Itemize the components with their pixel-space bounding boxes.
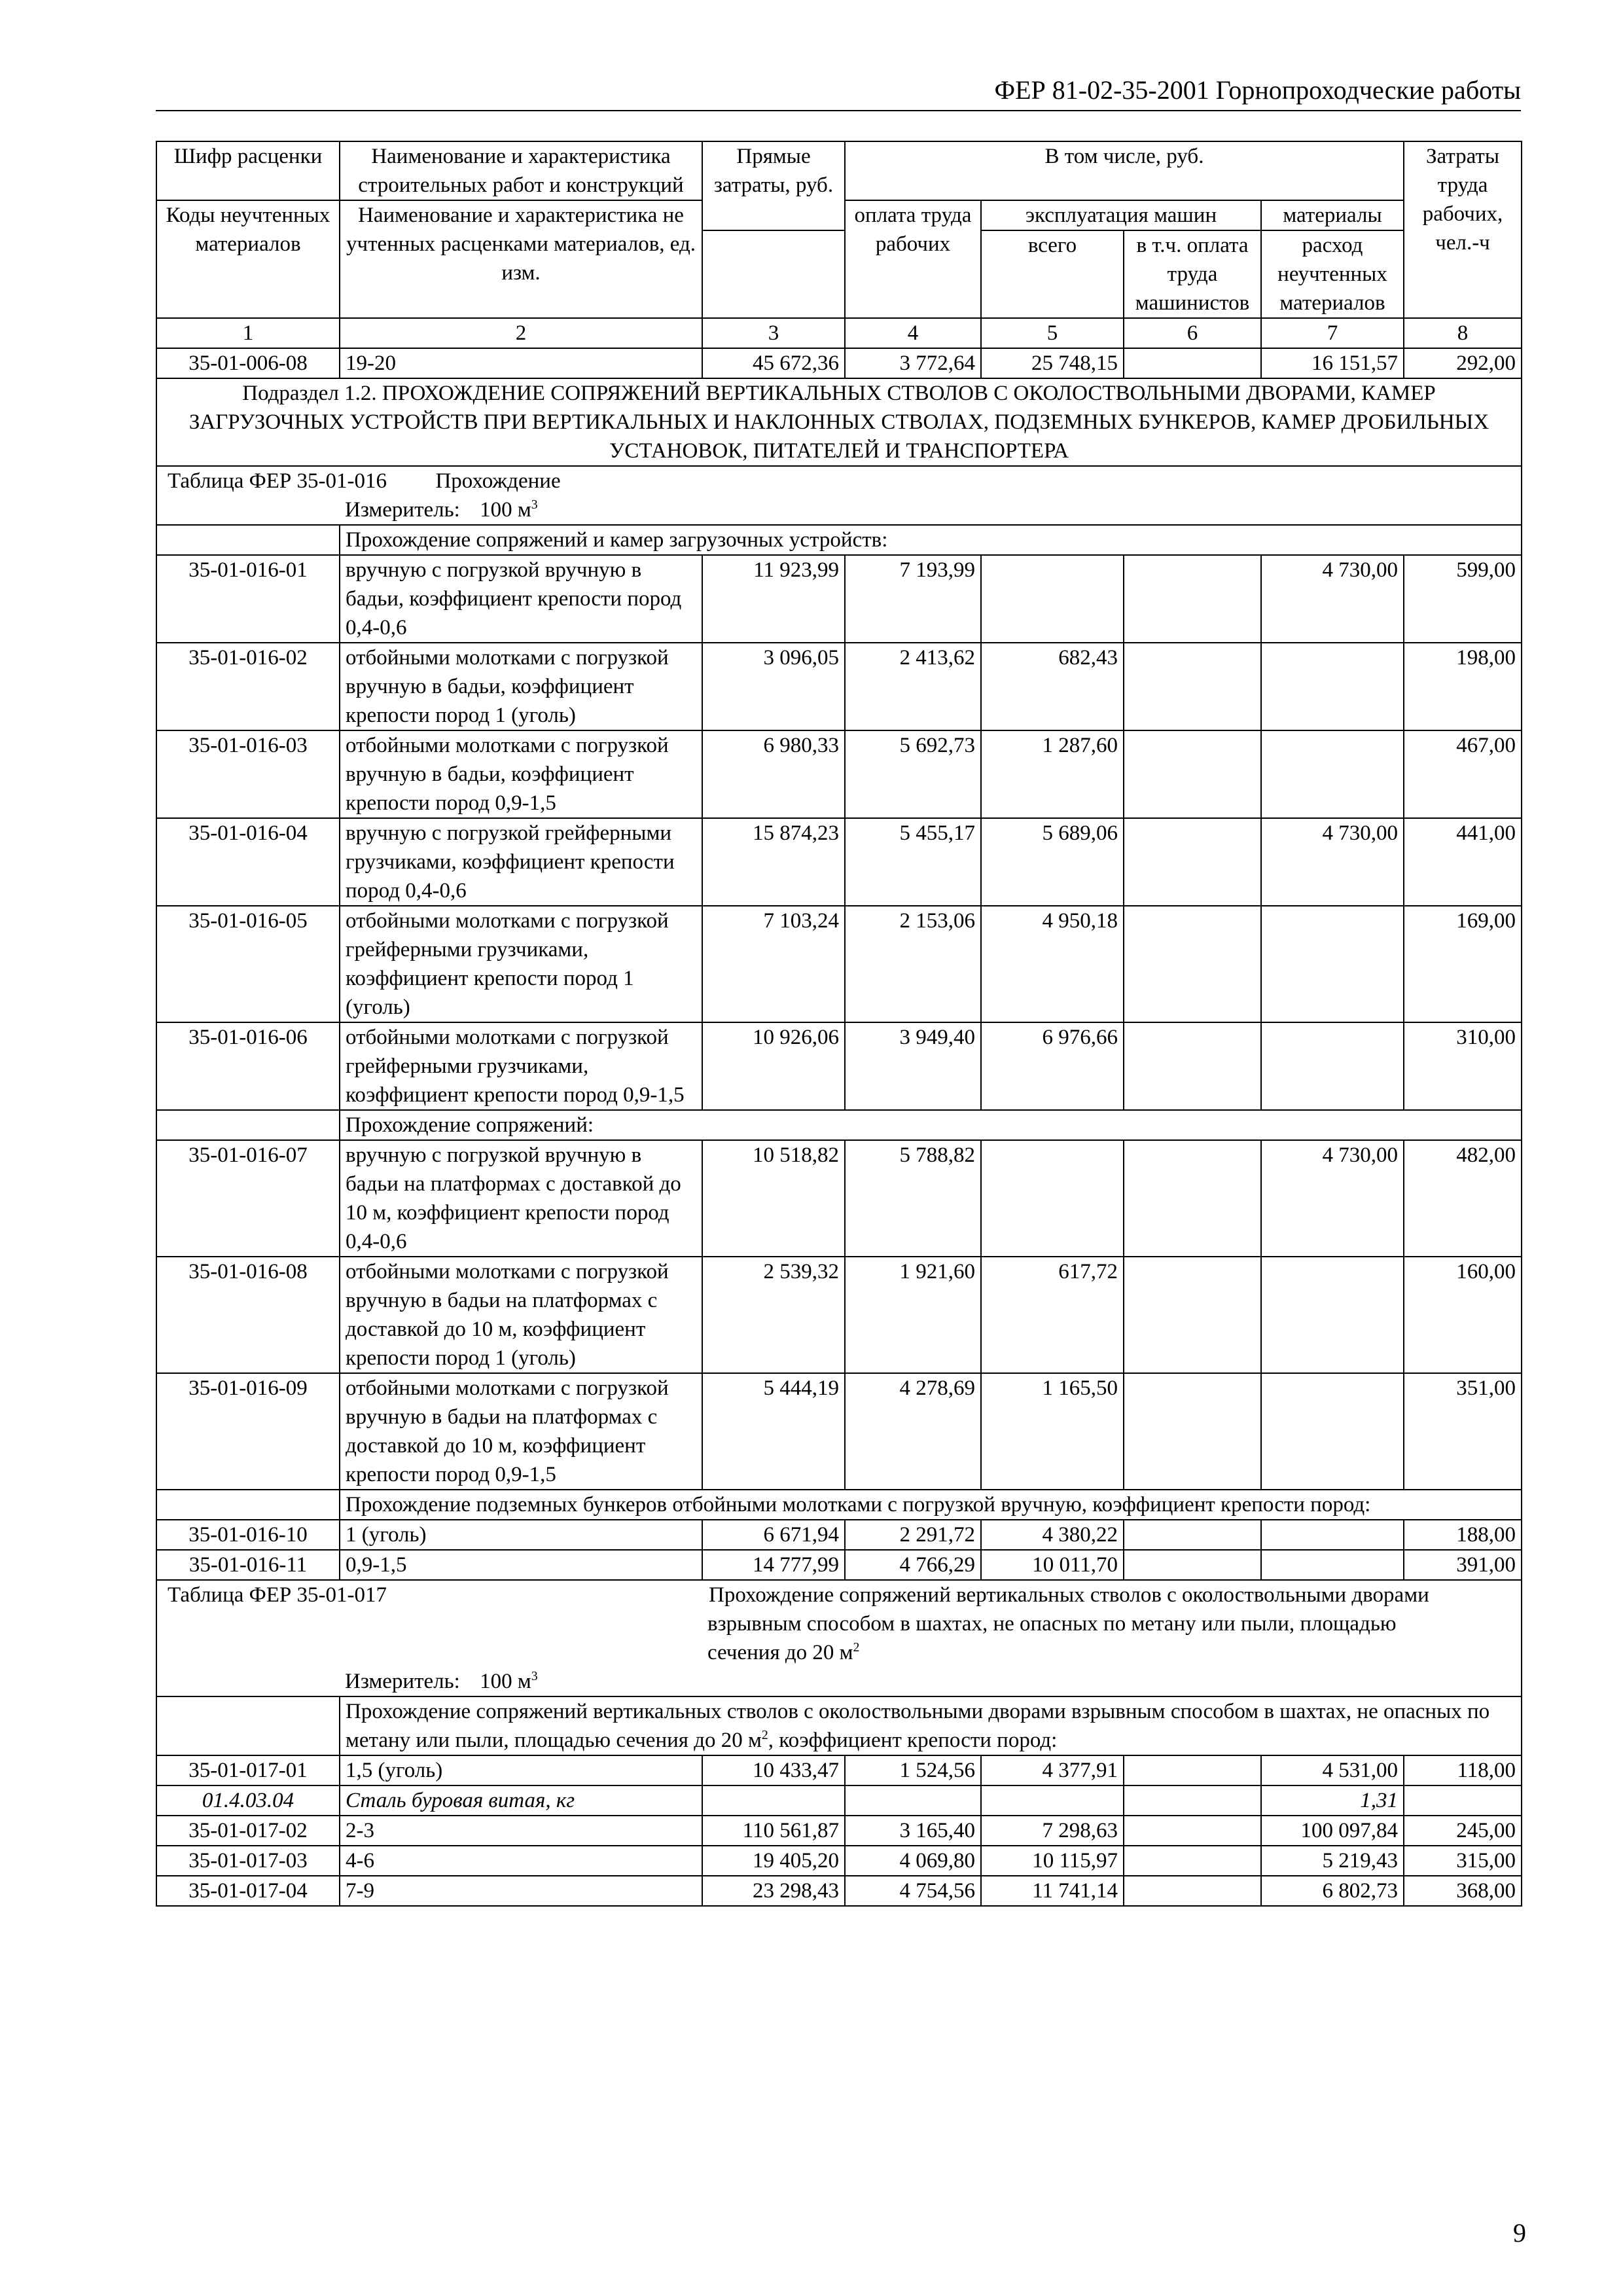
row-materials: 4 730,00 <box>1261 1140 1404 1257</box>
row-labor-cost: 310,00 <box>1404 1022 1522 1110</box>
col-code-header: Шифр расценки <box>156 141 340 200</box>
row-materials: 100 097,84 <box>1261 1816 1404 1846</box>
table-row <box>156 1550 1522 1580</box>
row-machines-pay <box>1124 1816 1261 1846</box>
column-number: 5 <box>981 318 1124 348</box>
row-labor-cost: 315,00 <box>1404 1846 1522 1876</box>
row-direct: 14 777,99 <box>702 1550 845 1580</box>
price-table <box>156 141 1522 1907</box>
row-code: 35-01-016-06 <box>156 1022 340 1110</box>
group-heading: Прохождение сопряжений вертикальных стволов с околоствольными дворами взрывным способом в шахтах, не опасных по метану или пыли, площадью сечения до 20 $м^2$, коэффициент крепости пород: <box>340 1696 1522 1755</box>
row-materials <box>1261 1257 1404 1373</box>
carry-over-row <box>156 348 1522 378</box>
row-name: 4-6 <box>340 1846 702 1876</box>
table-017 <box>156 1580 1522 1906</box>
col-materials-header: материалы <box>1261 200 1404 230</box>
row-labor-pay: 3 949,40 <box>845 1022 981 1110</box>
col-machines-header: эксплуатация машин <box>981 200 1261 230</box>
row-name: 1 (уголь) <box>340 1520 702 1550</box>
row-machines-pay <box>1124 730 1261 818</box>
resource-name: Сталь буровая витая, кг <box>340 1785 702 1816</box>
row-labor-cost: 351,00 <box>1404 1373 1522 1490</box>
row-machines-total: 11 741,14 <box>981 1876 1124 1906</box>
row-direct: 15 874,23 <box>702 818 845 906</box>
row-code: 35-01-016-11 <box>156 1550 340 1580</box>
row-code: 35-01-016-03 <box>156 730 340 818</box>
row-labor-cost: 441,00 <box>1404 818 1522 906</box>
row-machines-pay <box>1124 348 1261 378</box>
col-labor-pay-header: оплата труда рабочих <box>845 200 981 318</box>
row-materials <box>1261 1550 1404 1580</box>
row-machines-total: 4 380,22 <box>981 1520 1124 1550</box>
row-labor-cost: 160,00 <box>1404 1257 1522 1373</box>
row-labor-pay: 4 069,80 <box>845 1846 981 1876</box>
row-labor-cost: 391,00 <box>1404 1550 1522 1580</box>
row-labor-pay: 5 692,73 <box>845 730 981 818</box>
col-incl-header: В том числе, руб. <box>845 141 1404 200</box>
row-name: отбойными молотками с погрузкой грейферными грузчиками, коэффициент крепости пород 0,9-1,5 <box>340 1022 702 1110</box>
row-name: вручную с погрузкой вручную в бадьи, коэффициент крепости пород 0,4-0,6 <box>340 555 702 643</box>
row-labor-pay: 4 754,56 <box>845 1876 981 1906</box>
row-machines-total: 1 287,60 <box>981 730 1124 818</box>
row-labor-pay: 2 291,72 <box>845 1520 981 1550</box>
row-labor-cost: 467,00 <box>1404 730 1522 818</box>
column-number: 1 <box>156 318 340 348</box>
row-name: отбойными молотками с погрузкой вручную в бадьи на платформах с доставкой до 10 м, коэффициент крепости пород 0,9-1,5 <box>340 1373 702 1490</box>
col-name-sub-header: Наименование и характеристика не учтенных расценками материалов, ед. изм. <box>340 200 702 318</box>
table-row <box>156 1022 1522 1110</box>
row-labor-pay: 5 788,82 <box>845 1140 981 1257</box>
row-machines-pay <box>1124 1876 1261 1906</box>
row-direct: 10 518,82 <box>702 1140 845 1257</box>
row-machines-pay <box>1124 906 1261 1022</box>
row-name: вручную с погрузкой вручную в бадьи на платформах с доставкой до 10 м, коэффициент крепости пород 0,4-0,6 <box>340 1140 702 1257</box>
row-direct: 11 923,99 <box>702 555 845 643</box>
row-direct: 10 433,47 <box>702 1755 845 1785</box>
row-code: 35-01-006-08 <box>156 348 340 378</box>
row-direct: 19 405,20 <box>702 1846 845 1876</box>
row-code: 35-01-016-02 <box>156 643 340 730</box>
column-number: 4 <box>845 318 981 348</box>
table-row <box>156 1140 1522 1257</box>
col-direct-header: Прямые затраты, руб. <box>702 141 845 230</box>
row-name: отбойными молотками с погрузкой вручную в бадьи, коэффициент крепости пород 1 (уголь) <box>340 643 702 730</box>
row-materials <box>1261 1373 1404 1490</box>
row-machines-total: 7 298,63 <box>981 1816 1124 1846</box>
meter-sup: 3 <box>531 1669 538 1683</box>
meter-sup: 3 <box>531 497 538 512</box>
col-direct-blank <box>702 230 845 318</box>
table-header <box>156 141 1522 378</box>
row-machines-pay <box>1124 1755 1261 1785</box>
row-machines-total: 6 976,66 <box>981 1022 1124 1110</box>
resource-code: 01.4.03.04 <box>156 1785 340 1816</box>
row-machines-pay <box>1124 1257 1261 1373</box>
table-016-meter <box>340 495 1522 525</box>
row-code: 35-01-017-03 <box>156 1846 340 1876</box>
col-machines-total-header: всего <box>981 230 1124 318</box>
row-machines-pay <box>1124 643 1261 730</box>
row-labor-pay: 2 413,62 <box>845 643 981 730</box>
row-labor-cost: 198,00 <box>1404 643 1522 730</box>
row-name: 7-9 <box>340 1876 702 1906</box>
row-labor-cost: 245,00 <box>1404 1816 1522 1846</box>
subsection-heading: Подраздел 1.2. ПРОХОЖДЕНИЕ СОПРЯЖЕНИЙ ВЕРТИКАЛЬНЫХ СТВОЛОВ С ОКОЛОСТВОЛЬНЫМИ ДВОРАМИ, КАМЕР ЗАГРУЗОЧНЫХ УСТРОЙСТВ ПРИ ВЕРТИКАЛЬНЫХ И НАКЛОННЫХ СТВОЛАХ, ПОДЗЕМНЫХ БУНКЕРОВ, КАМЕР ДРОБИЛЬНЫХ УСТАНОВОК, ПИТАТЕЛЕЙ И ТРАНСПОРТЕРА <box>156 378 1522 466</box>
row-name: 19-20 <box>340 348 702 378</box>
table-row <box>156 818 1522 906</box>
row-name: 2-3 <box>340 1816 702 1846</box>
row-materials <box>1261 1022 1404 1110</box>
row-code: 35-01-016-09 <box>156 1373 340 1490</box>
row-code: 35-01-016-08 <box>156 1257 340 1373</box>
group-heading-row <box>156 1110 1522 1140</box>
row-name: отбойными молотками с погрузкой вручную в бадьи на платформах с доставкой до 10 м, коэффициент крепости пород 1 (уголь) <box>340 1257 702 1373</box>
row-machines-total: 5 689,06 <box>981 818 1124 906</box>
col-materials-sub-header: расход неучтенных материалов <box>1261 230 1404 318</box>
row-code: 35-01-016-01 <box>156 555 340 643</box>
table-row <box>156 1816 1522 1846</box>
col-name-header: Наименование и характеристика строительных работ и конструкций <box>340 141 702 200</box>
row-materials: 4 730,00 <box>1261 555 1404 643</box>
row-labor-pay: 2 153,06 <box>845 906 981 1022</box>
row-materials <box>1261 643 1404 730</box>
resource-row <box>156 1785 1522 1816</box>
row-machines-pay <box>1124 818 1261 906</box>
table-017-name-sup: 2 <box>853 1640 860 1655</box>
row-labor-cost: 599,00 <box>1404 555 1522 643</box>
row-materials: 6 802,73 <box>1261 1876 1404 1906</box>
row-direct: 3 096,05 <box>702 643 845 730</box>
row-machines-total: 1 165,50 <box>981 1373 1124 1490</box>
meter-label: Измеритель: <box>345 1670 460 1693</box>
row-labor-cost: 118,00 <box>1404 1755 1522 1785</box>
row-machines-total <box>981 555 1124 643</box>
table-016 <box>156 466 1522 1580</box>
row-labor-cost: 292,00 <box>1404 348 1522 378</box>
row-labor-pay: 1 921,60 <box>845 1257 981 1373</box>
table-row <box>156 555 1522 643</box>
meter-value: 100 м <box>480 1670 531 1693</box>
table-row <box>156 1520 1522 1550</box>
page-number: 9 <box>1513 2218 1526 2248</box>
column-number: 2 <box>340 318 702 348</box>
resource-amount: 1,31 <box>1261 1785 1404 1816</box>
row-direct: 6 980,33 <box>702 730 845 818</box>
meter-label: Измеритель: <box>345 498 460 522</box>
group-heading-row <box>156 1490 1522 1520</box>
row-machines-total: 10 115,97 <box>981 1846 1124 1876</box>
row-code: 35-01-017-04 <box>156 1876 340 1906</box>
table-row <box>156 906 1522 1022</box>
row-machines-total: 4 377,91 <box>981 1755 1124 1785</box>
group-heading: Прохождение подземных бункеров отбойными молотками с погрузкой вручную, коэффициент крепости пород: <box>340 1490 1522 1520</box>
page-header-title: ФЕР 81-02-35-2001 Горнопроходческие работы <box>994 75 1521 105</box>
row-machines-total: 617,72 <box>981 1257 1124 1373</box>
column-number: 8 <box>1404 318 1522 348</box>
table-row <box>156 1373 1522 1490</box>
table-017-name: Прохождение сопряжений вертикальных стволов с околоствольными дворами взрывным способом в шахтах, не опасных по метану или пыли, площадью сечения до 20 м <box>707 1583 1429 1664</box>
row-direct: 7 103,24 <box>702 906 845 1022</box>
row-machines-pay <box>1124 1846 1261 1876</box>
group-heading: Прохождение сопряжений: <box>340 1110 1522 1140</box>
row-code: 35-01-016-07 <box>156 1140 340 1257</box>
subsection-block <box>156 378 1522 466</box>
row-labor-pay: 3 165,40 <box>845 1816 981 1846</box>
row-materials: 4 730,00 <box>1261 818 1404 906</box>
row-direct: 23 298,43 <box>702 1876 845 1906</box>
group-heading: Прохождение сопряжений и камер загрузочных устройств: <box>340 525 1522 555</box>
row-labor-cost: 169,00 <box>1404 906 1522 1022</box>
table-017-meter <box>340 1667 1522 1696</box>
row-direct: 10 926,06 <box>702 1022 845 1110</box>
row-code: 35-01-017-01 <box>156 1755 340 1785</box>
row-direct: 5 444,19 <box>702 1373 845 1490</box>
row-machines-total <box>981 1140 1124 1257</box>
table-017-code: Таблица ФЕР 35-01-017 <box>168 1583 387 1607</box>
column-numbers-row <box>156 318 1522 348</box>
row-labor-pay: 4 278,69 <box>845 1373 981 1490</box>
row-machines-pay <box>1124 1140 1261 1257</box>
row-labor-cost: 482,00 <box>1404 1140 1522 1257</box>
table-row <box>156 1876 1522 1906</box>
row-labor-cost: 188,00 <box>1404 1520 1522 1550</box>
row-code: 35-01-016-10 <box>156 1520 340 1550</box>
row-direct: 6 671,94 <box>702 1520 845 1550</box>
row-code: 35-01-016-05 <box>156 906 340 1022</box>
row-machines-pay <box>1124 555 1261 643</box>
row-code: 35-01-017-02 <box>156 1816 340 1846</box>
row-machines-total: 25 748,15 <box>981 348 1124 378</box>
row-name: вручную с погрузкой грейферными грузчиками, коэффициент крепости пород 0,4-0,6 <box>340 818 702 906</box>
row-machines-pay <box>1124 1373 1261 1490</box>
row-code: 35-01-016-04 <box>156 818 340 906</box>
row-machines-total: 682,43 <box>981 643 1124 730</box>
meter-value: 100 м <box>480 498 531 522</box>
table-row <box>156 730 1522 818</box>
row-materials: 5 219,43 <box>1261 1846 1404 1876</box>
col-code-sub-header: Коды неучтенных материалов <box>156 200 340 318</box>
row-labor-pay: 3 772,64 <box>845 348 981 378</box>
row-materials: 4 531,00 <box>1261 1755 1404 1785</box>
col-machines-pay-header: в т.ч. оплата труда машинистов <box>1124 230 1261 318</box>
table-row <box>156 643 1522 730</box>
row-labor-pay: 5 455,17 <box>845 818 981 906</box>
column-number: 7 <box>1261 318 1404 348</box>
row-direct: 45 672,36 <box>702 348 845 378</box>
row-materials <box>1261 730 1404 818</box>
column-number: 3 <box>702 318 845 348</box>
col-labor-cost-header: Затраты труда рабочих, чел.-ч <box>1404 141 1522 318</box>
table-row <box>156 1755 1522 1785</box>
table-row <box>156 1257 1522 1373</box>
row-machines-pay <box>1124 1550 1261 1580</box>
row-labor-pay: 4 766,29 <box>845 1550 981 1580</box>
row-machines-total: 10 011,70 <box>981 1550 1124 1580</box>
row-machines-pay <box>1124 1022 1261 1110</box>
row-machines-pay <box>1124 1520 1261 1550</box>
table-016-name: Прохождение <box>435 469 561 493</box>
row-name: 1,5 (уголь) <box>340 1755 702 1785</box>
table-row <box>156 1846 1522 1876</box>
row-name: 0,9-1,5 <box>340 1550 702 1580</box>
row-name: отбойными молотками с погрузкой вручную в бадьи, коэффициент крепости пород 0,9-1,5 <box>340 730 702 818</box>
row-labor-cost: 368,00 <box>1404 1876 1522 1906</box>
row-materials: 16 151,57 <box>1261 348 1404 378</box>
group-heading-row <box>156 525 1522 555</box>
row-direct: 110 561,87 <box>702 1816 845 1846</box>
table-016-code: Таблица ФЕР 35-01-016 <box>168 469 387 493</box>
row-labor-pay: 7 193,99 <box>845 555 981 643</box>
row-materials <box>1261 906 1404 1022</box>
row-materials <box>1261 1520 1404 1550</box>
page-header <box>156 71 1521 111</box>
row-direct: 2 539,32 <box>702 1257 845 1373</box>
row-name: отбойными молотками с погрузкой грейферными грузчиками, коэффициент крепости пород 1 (уголь) <box>340 906 702 1022</box>
row-machines-total: 4 950,18 <box>981 906 1124 1022</box>
column-number: 6 <box>1124 318 1261 348</box>
row-labor-pay: 1 524,56 <box>845 1755 981 1785</box>
